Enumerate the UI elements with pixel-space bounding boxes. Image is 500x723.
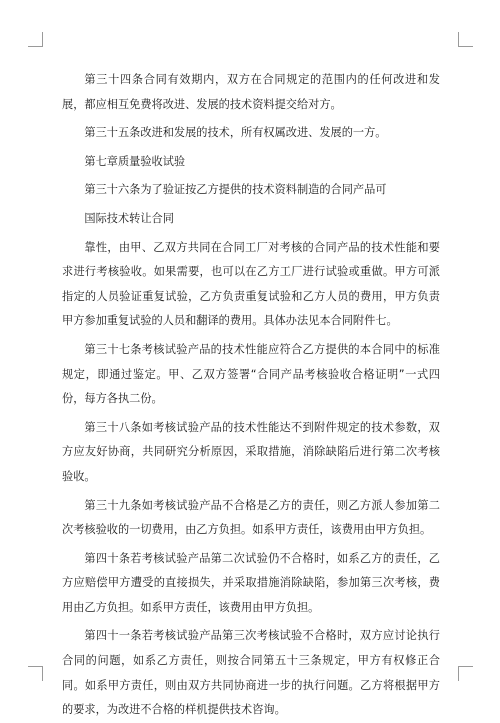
- crop-mark-top-left: [28, 32, 43, 47]
- paragraph-article-36-start: 第三十六条为了验证按乙方提供的技术资料制造的合同产品可: [84, 183, 387, 197]
- paragraph-article-38: 第三十八条如考核试验产品的技术性能达不到附件规定的技术参数，双方应友好协商，共同研究分析原因，采取措施，消除缺陷后进行第二次考核验收。: [62, 420, 440, 483]
- document-body: [62, 68, 440, 723]
- paragraph-article-37: 第三十七条考核试验产品的技术性能应符合乙方提供的本合同中的标准规定，即通过鉴定。甲、乙双方签署“合同产品考核验收合格证明”一式四份，每方各执二份。: [62, 342, 440, 406]
- crop-mark-bottom-left: [28, 666, 43, 681]
- paragraph-article-39: 第三十九条如考核试验产品不合格是乙方的责任，则乙方派人参加第二次考核验收的一切费用，由乙方负担。如系甲方责任，该费用由甲方负担。: [62, 498, 440, 537]
- running-header: 国际技术转让合同: [84, 211, 174, 225]
- paragraph-article-34: 第三十四条合同有效期内，双方在合同规定的范围内的任何改进和发展，都应相互免费将改进、发展的技术资料提交给对方。: [62, 73, 440, 111]
- paragraph-article-36-cont: 靠性，由甲、乙双方共同在合同工厂对考核的合同产品的技术性能和要求进行考核验收。如果需要，也可以在乙方工厂进行试验或重做。甲方可派指定的人员验证重复试验，乙方负责重复试验和乙方人员的费用，甲方负责甲方参加重复试验的人员和翻译的费用。具体办法见本合同附件七。: [62, 240, 440, 328]
- crop-mark-bottom-right: [458, 666, 473, 681]
- paragraph-article-40: 第四十条若考核试验产品第二次试验仍不合格时，如系乙方的责任，乙方应赔偿甲方遭受的直接损失，并采取措施消除缺陷，参加第三次考核，费用由乙方负担。如系甲方责任，该费用由甲方负担。: [62, 551, 440, 614]
- paragraph-article-35: 第三十五条改进和发展的技术，所有权属改进、发展的一方。: [84, 126, 387, 140]
- paragraph-article-41: 第四十一条若考核试验产品第三次考核试验不合格时，双方应讨论执行合同的问题，如系乙方责任，则按合同第五十三条规定，甲方有权修正合同。如系甲方责任，则由双方共同协商进一步的执行问题。乙方将根据甲方的要求，为改进不合格的样机提供技术咨询。: [62, 629, 440, 717]
- crop-mark-top-right: [458, 32, 473, 47]
- chapter-heading: 第七章质量验收试验: [84, 154, 186, 168]
